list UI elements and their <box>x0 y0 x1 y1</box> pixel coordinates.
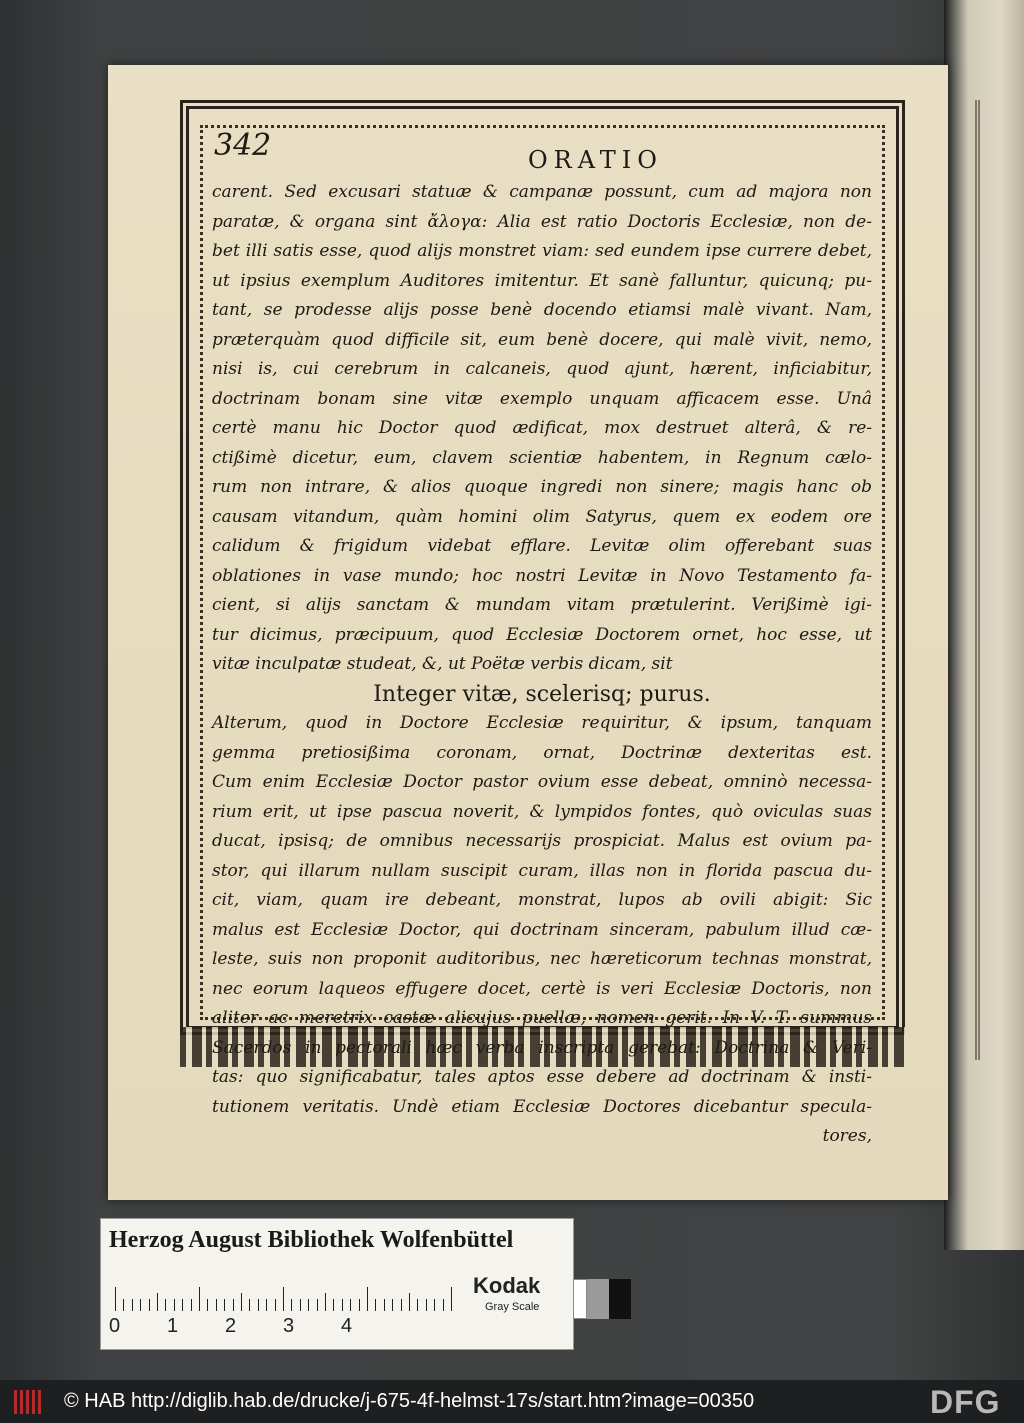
ruler-number: 2 <box>225 1315 237 1337</box>
ruler-tick <box>291 1299 292 1311</box>
text-line: leste, suis non proponit auditoribus, nec hæreticorum technas monstrat, <box>212 949 872 969</box>
ruler-tick <box>207 1299 208 1311</box>
ruler-tick <box>249 1299 250 1311</box>
adjacent-page-border <box>975 100 1010 1060</box>
ruler-tick <box>115 1287 116 1311</box>
text-line: certè manu hic Doctor quod ædificat, mox destruet alterâ, & re- <box>212 418 872 438</box>
text-line: oblationes in vase mundo; hoc nostri Levitæ in Novo Testamento fa- <box>212 565 872 586</box>
ruler-tick <box>333 1299 334 1311</box>
page-number: 342 <box>214 128 272 163</box>
ruler-tick <box>443 1299 444 1311</box>
text-line: nisi is, cui cerebrum in calcaneis, quod ajunt, hærent, inficiabitur, <box>212 359 872 379</box>
ruler-tick <box>149 1299 150 1311</box>
text-line: carent. Sed excusari statuæ & campanæ possunt, cum ad majora non <box>212 182 872 202</box>
ruler-number: 1 <box>167 1315 179 1337</box>
text-line: ducat, ipsisq; de omnibus necessarijs prospiciat. Malus est ovium pa- <box>212 831 872 851</box>
ruler-tick <box>224 1299 225 1311</box>
ruler-numbers <box>109 1315 459 1341</box>
dfg-logo: DFG <box>930 1384 1001 1420</box>
text-line: tores, <box>822 1126 872 1146</box>
adjacent-page-edge <box>944 0 1024 1250</box>
ruler-tick <box>191 1299 192 1311</box>
ruler-tick <box>182 1299 183 1311</box>
ruler-tick <box>199 1287 200 1311</box>
text-line: præterquàm quod difficile sit, eum benè docere, qui malè vivit, nemo, <box>212 329 872 350</box>
ruler-tick <box>342 1299 343 1311</box>
ruler-tick <box>283 1287 284 1311</box>
text-line: Alterum, quod in Doctore Ecclesiæ requiritur, & ipsum, tanquam <box>212 713 872 733</box>
ruler-tick <box>275 1299 276 1311</box>
ruler-tick <box>384 1299 385 1311</box>
ruler-tick <box>359 1299 360 1311</box>
ruler-tick <box>233 1299 234 1311</box>
ruler-tick <box>392 1299 393 1311</box>
text-line: vitæ inculpatæ studeat, &, ut Poëtæ verbis dicam, sit <box>212 654 673 674</box>
text-line: doctrinam bonam sine vitæ exemplo unquam afficacem esse. Unâ <box>212 388 872 409</box>
ruler-tick <box>241 1293 242 1311</box>
ruler-tick <box>417 1299 418 1311</box>
ruler-tick <box>434 1299 435 1311</box>
ruler-tick <box>258 1299 259 1311</box>
swatch-black <box>609 1279 631 1319</box>
running-head: ORATIO <box>528 146 663 174</box>
text-line: cient, si alijs sanctam & mundam vitam prætulerint. Verißimè igi- <box>212 595 872 615</box>
ruler-tick <box>451 1287 452 1311</box>
text-line: ctißimè dicetur, eum, clavem scientiæ habentem, in Regnum cælo- <box>212 447 872 468</box>
gray-scale-swatches <box>573 1279 631 1319</box>
hab-logo-icon <box>14 1390 46 1414</box>
ruler-number: 0 <box>109 1315 121 1337</box>
text-line: nec eorum laqueos effugere docet, certè is veri Ecclesiæ Doctoris, non <box>212 978 872 999</box>
scale-ruler <box>115 1287 455 1311</box>
gray-scale-caption: Gray Scale <box>485 1301 540 1313</box>
swatch-gray <box>587 1279 609 1319</box>
footer-bar <box>0 1380 1024 1423</box>
copyright-url[interactable]: © HAB http://diglib.hab.de/drucke/j-675-4f-helmst-17s/start.htm?image=00350 <box>64 1390 755 1412</box>
text-line: rium erit, ut ipse pascua noverit, & lympidos fontes, quò oviculas suas <box>212 801 872 822</box>
text-line: bet illi satis esse, quod alijs monstret viam: sed eundem ipse currere debet, <box>212 241 872 261</box>
ruler-tick <box>367 1287 368 1311</box>
ruler-tick <box>174 1299 175 1311</box>
ruler-tick <box>165 1299 166 1311</box>
ruler-tick <box>317 1299 318 1311</box>
ruler-tick <box>426 1299 427 1311</box>
text-line: ut ipsius exemplum Auditores imitentur. Et sanè falluntur, quicunq; pu- <box>212 270 872 291</box>
ruler-tick <box>266 1299 267 1311</box>
text-line: malus est Ecclesiæ Doctor, qui doctrinam sinceram, pabulum illud cæ- <box>212 919 872 940</box>
ruler-tick <box>325 1293 326 1311</box>
library-name: Herzog August Bibliothek Wolfenbüttel <box>109 1227 514 1253</box>
ruler-tick <box>216 1299 217 1311</box>
ruler-tick <box>308 1299 309 1311</box>
body-text <box>212 178 872 1152</box>
text-line: tutionem veritatis. Undè etiam Ecclesiæ Doctores dicebantur specula- <box>212 1096 872 1117</box>
text-line: Integer vitæ, scelerisq; purus. <box>373 681 711 707</box>
text-line: tur dicimus, præcipuum, quod Ecclesiæ Doctorem ornet, hoc esse, ut <box>212 624 872 645</box>
kodak-brand: Kodak <box>473 1273 541 1298</box>
text-line: tant, se prodesse alijs posse benè docendo etiamsi malè vivant. Nam, <box>212 300 872 320</box>
text-line: tas: quo significabatur, tales aptos esse debere ad doctrinam & insti- <box>212 1067 872 1087</box>
text-line: causam vitandum, quàm homini olim Satyrus, quem ex eodem ore <box>212 506 872 527</box>
ruler-tick <box>132 1299 133 1311</box>
ruler-number: 4 <box>341 1315 353 1337</box>
ruler-tick <box>157 1293 158 1311</box>
ruler-tick <box>401 1299 402 1311</box>
ruler-tick <box>140 1299 141 1311</box>
text-line: rum non intrare, & alios quoque ingredi non sinere; magis hanc ob <box>212 477 872 497</box>
ruler-tick <box>123 1299 124 1311</box>
ruler-tick <box>350 1299 351 1311</box>
text-line: gemma pretiosißima coronam, ornat, Doctrinæ dexteritas est. <box>212 742 872 763</box>
ruler-tick <box>300 1299 301 1311</box>
text-line: Cum enim Ecclesiæ Doctor pastor ovium esse debeat, omninò necessa- <box>212 772 872 792</box>
text-line: Sacerdos in pectorali hæc verba inscripta gerebat: Doctrina & Veri- <box>212 1037 872 1058</box>
library-label <box>100 1218 574 1350</box>
ruler-tick <box>375 1299 376 1311</box>
text-line: aliter ac meretrix castæ alicujus puellæ, nomen gerit. In V. T. summus <box>212 1008 872 1028</box>
text-line: stor, qui illarum nullam suscipit curam, illas non in florida pascua du- <box>212 860 872 881</box>
ruler-number: 3 <box>283 1315 295 1337</box>
text-line: cit, viam, quam ire debeant, monstrat, lupos ab ovili abigit: Sic <box>212 890 872 910</box>
ruler-tick <box>409 1293 410 1311</box>
swatch-white <box>573 1279 587 1319</box>
text-line: calidum & frigidum videbat efflare. Levitæ olim offerebant suas <box>212 536 872 556</box>
text-line: paratæ, & organa sint ἄλογα: Alia est ratio Doctoris Ecclesiæ, non de- <box>212 211 872 232</box>
